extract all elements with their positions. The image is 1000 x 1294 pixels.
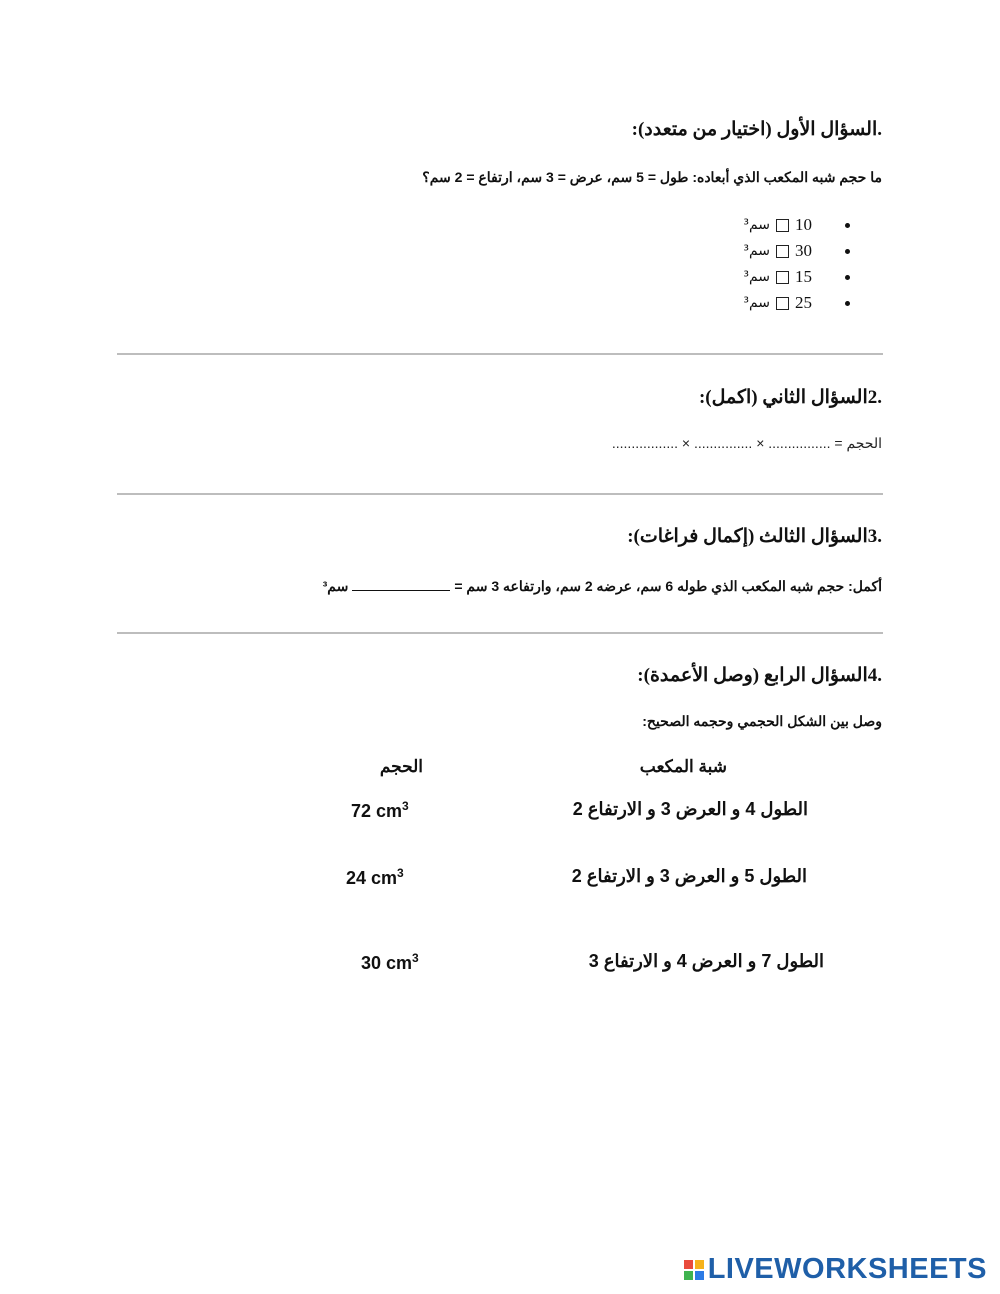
unit-label: سم³ bbox=[743, 295, 770, 311]
unit-label: سم³ bbox=[743, 217, 770, 233]
volume-value: 24 cm bbox=[346, 868, 398, 888]
match-shape-1[interactable]: الطول 4 و العرض 3 و الارتفاع 2 bbox=[572, 799, 808, 819]
bullet-icon bbox=[845, 223, 850, 228]
liveworksheets-logo-icon bbox=[684, 1260, 704, 1280]
option-value: 30 bbox=[795, 241, 812, 260]
q4-title: .4السؤال الرابع (وصل الأعمدة): bbox=[637, 665, 882, 686]
q1-option-4[interactable] bbox=[743, 292, 850, 314]
column-header-volume: الحجم bbox=[379, 757, 423, 776]
q4-instruction: وصل بين الشكل الحجمي وحجمه الصحيح: bbox=[642, 713, 882, 729]
bullet-icon bbox=[845, 301, 850, 306]
divider bbox=[117, 353, 883, 355]
q3-suffix: سم³ bbox=[322, 578, 349, 594]
q1-option-1[interactable] bbox=[743, 214, 850, 236]
volume-value: 30 cm bbox=[361, 953, 413, 973]
checkbox-icon[interactable] bbox=[776, 219, 789, 232]
volume-value: 72 cm bbox=[351, 801, 403, 821]
q1-title: .السؤال الأول (اختيار من متعدد): bbox=[631, 119, 882, 140]
divider bbox=[117, 493, 883, 495]
q2-title: .2السؤال الثاني (اكمل): bbox=[698, 387, 882, 408]
match-shape-2[interactable]: الطول 5 و العرض 3 و الارتفاع 2 bbox=[571, 866, 807, 886]
q1-question: ما حجم شبه المكعب الذي أبعاده: طول = 5 سم، عرض = 3 سم، ارتفاع = 2 سم؟ bbox=[422, 169, 882, 185]
checkbox-icon[interactable] bbox=[776, 297, 789, 310]
checkbox-icon[interactable] bbox=[776, 271, 789, 284]
q3-blank-input[interactable] bbox=[352, 576, 450, 591]
q3-sentence bbox=[323, 576, 882, 595]
bullet-icon bbox=[845, 249, 850, 254]
brand-footer[interactable] bbox=[684, 1253, 987, 1286]
q3-title: .3السؤال الثالث (إكمال فراغات): bbox=[627, 526, 882, 547]
divider bbox=[117, 632, 883, 634]
bullet-icon bbox=[845, 275, 850, 280]
unit-label: سم³ bbox=[743, 243, 770, 259]
checkbox-icon[interactable] bbox=[776, 245, 789, 258]
match-volume-3[interactable] bbox=[361, 951, 419, 974]
q2-fill-line[interactable]: الحجم = ................ × ............... × ................. bbox=[611, 435, 882, 451]
option-value: 10 bbox=[795, 215, 812, 234]
option-value: 15 bbox=[795, 267, 812, 286]
exponent: 3 bbox=[412, 951, 419, 965]
unit-label: سم³ bbox=[743, 269, 770, 285]
q1-option-3[interactable] bbox=[743, 266, 850, 288]
q3-prefix: أكمل: حجم شبه المكعب الذي طوله 6 سم، عرضه 2 سم، وارتفاعه 3 سم = bbox=[454, 578, 882, 594]
match-volume-1[interactable] bbox=[351, 799, 409, 822]
q1-option-2[interactable] bbox=[743, 240, 850, 262]
column-header-shape: شبة المكعب bbox=[639, 757, 727, 776]
exponent: 3 bbox=[397, 866, 404, 880]
exponent: 3 bbox=[402, 799, 409, 813]
match-volume-2[interactable] bbox=[346, 866, 404, 889]
brand-name: LIVEWORKSHEETS bbox=[707, 1253, 987, 1285]
option-value: 25 bbox=[795, 293, 812, 312]
match-shape-3[interactable]: الطول 7 و العرض 4 و الارتفاع 3 bbox=[588, 951, 824, 971]
